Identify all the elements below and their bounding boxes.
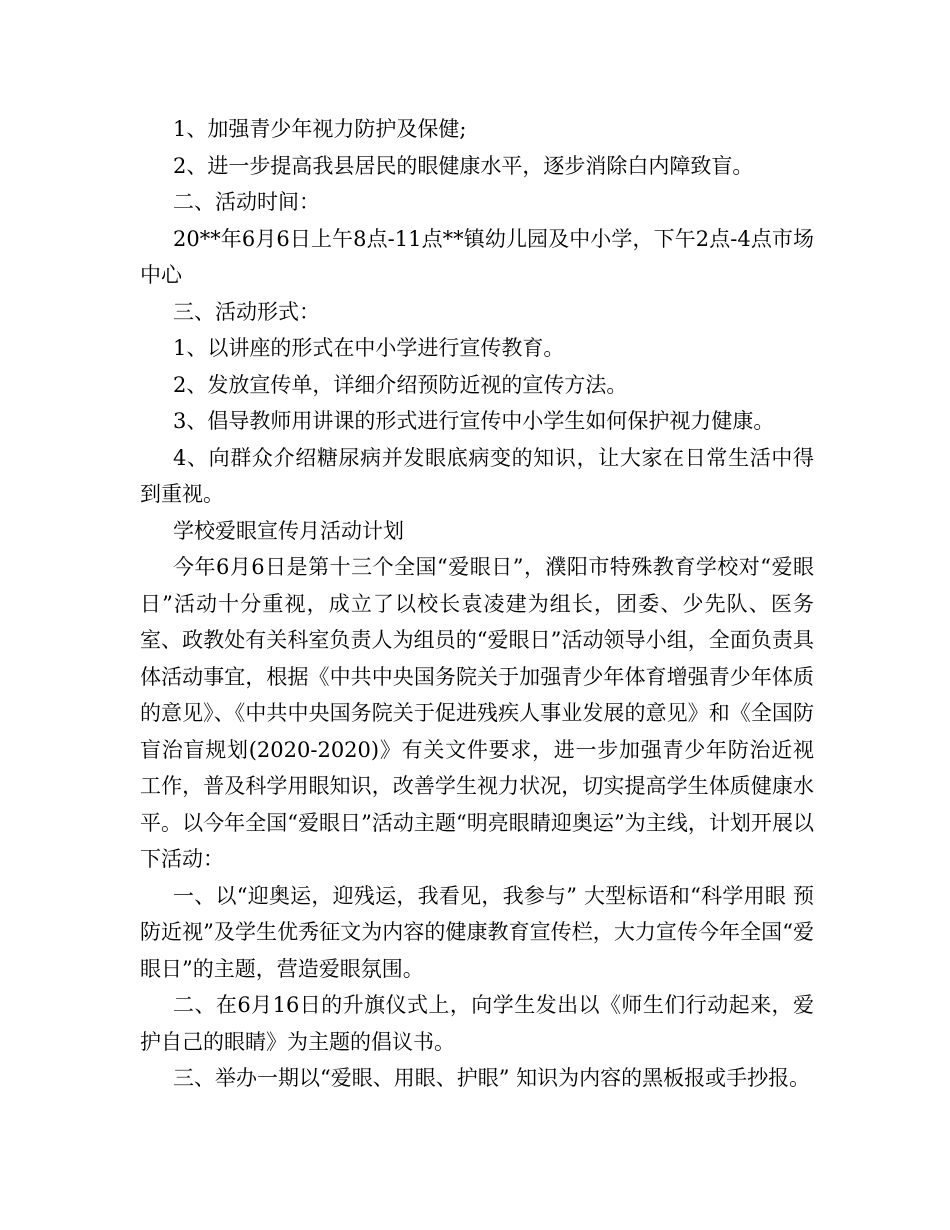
paragraph-activity-three: 三、举办一期以“爱眼、用眼、护眼” 知识为内容的黑板报或手抄报。	[173, 1066, 811, 1090]
list-item-diabetes-knowledge: 4、向群众介绍糖尿病并发眼底病变的知识，让大家在日常生活中得到重视。	[140, 445, 814, 506]
paragraph-activity-two: 二、在6月16日的升旗仪式上，向学生发出以《师生们行动起来，爱护自己的眼睛》为主题的倡议书。	[140, 993, 814, 1054]
paragraph-activity-time: 20**年6月6日上午8点-11点**镇幼儿园及中小学，下午2点-4点市场中心	[140, 226, 814, 287]
paragraph-activity-one: 一、以“迎奥运，迎残运，我看见，我参与” 大型标语和“科学用眼 预防近视”及学生优秀征文为内容的健康教育宣传栏，大力宣传今年全国“爱眼日”的主题，营造爱眼氛围。	[140, 883, 814, 981]
list-item-strengthen-vision-protection: 1、加强青少年视力防护及保健;	[173, 117, 467, 141]
section-heading-activity-form: 三、活动形式：	[173, 299, 320, 324]
list-item-teacher-lessons: 3、倡导教师用讲课的形式进行宣传中小学生如何保护视力健康。	[173, 409, 775, 433]
list-item-improve-eye-health: 2、进一步提高我县居民的眼健康水平，逐步消除白内障致盲。	[173, 153, 754, 178]
list-item-leaflets: 2、发放宣传单，详细介绍预防近视的宣传方法。	[173, 372, 628, 397]
document-body	[140, 111, 814, 1097]
paragraph-plan-intro: 今年6月6日是第十三个全国“爱眼日”，濮阳市特殊教育学校对“爱眼日”活动十分重视，成立了以校长袁凌建为组长，团委、少先队、医务室、政教处有关科室负责人为组员的“爱眼日”活动领导小组，全面负责具体活动事宜，根据《中共中央国务院关于加强青少年体育增强青少年体质的意见》、《中共中央国务院关于促进残疾人事业发展的意见》和《全国防盲治盲规划(2020-2020)》有关文件要求，进一步加强青少年防治近视工作，普及科学用眼知识，改善学生视力状况，切实提高学生体质健康水平。以今年全国“爱眼日”活动主题“明亮眼睛迎奥运”为主线，计划开展以下活动：	[140, 555, 814, 871]
list-item-lectures: 1、以讲座的形式在中小学进行宣传教育。	[173, 336, 565, 360]
section-heading-activity-time: 二、活动时间：	[173, 190, 320, 214]
document-section-title: 学校爱眼宣传月活动计划	[173, 518, 404, 543]
